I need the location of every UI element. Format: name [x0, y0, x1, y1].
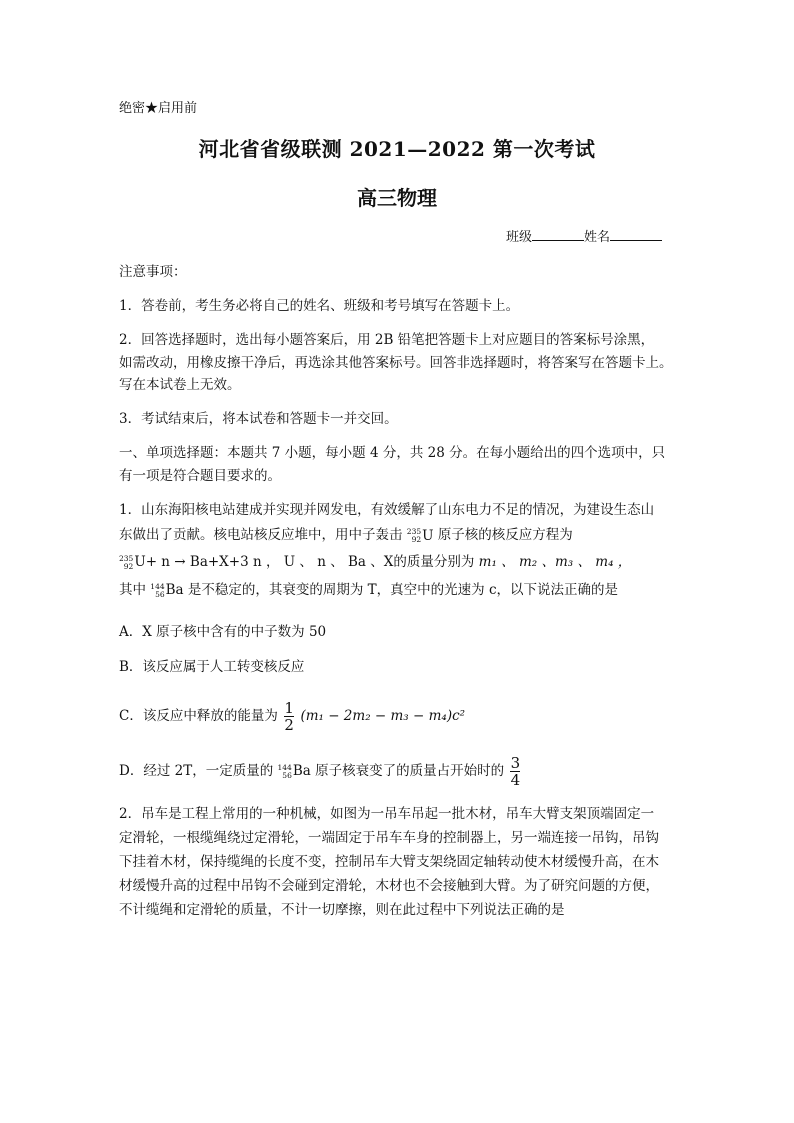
- q1-option-d[interactable]: D．经过 2T，一定质量的 144 56 Ba 原子核衰变了的质量占开始时的 $\frac{3}{4}$: [119, 754, 521, 789]
- q1-line-1: 1．山东海阳核电站建成并实现并网发电，有效缓解了山东电力不足的情况，为建设生态山: [119, 502, 655, 518]
- q1-option-a[interactable]: A．X 原子核中含有的中子数为 50: [119, 624, 327, 640]
- name-label: 姓名: [584, 230, 611, 245]
- notice-item-1: 1．答卷前，考生务必将自己的姓名、班级和考号填写在答题卡上。: [119, 298, 520, 314]
- q1-option-b[interactable]: B．该反应属于人工转变核反应: [119, 659, 305, 675]
- confidential-mark: 绝密★启用前: [119, 101, 198, 116]
- exam-title: 河北省省级联测 2021—2022 第一次考试: [198, 137, 596, 161]
- class-blank[interactable]: [532, 228, 584, 241]
- q2-line-2: 定滑轮，一根缆绳绕过定滑轮，一端固定于吊车车身的控制器上，另一端连接一吊钩，吊钩: [119, 830, 659, 846]
- class-label: 班级: [506, 230, 533, 245]
- class-name-fields: [506, 226, 662, 245]
- section-1-line-1: 一、单项选择题：本题共 7 小题，每小题 4 分，共 28 分。在每小题给出的四个选项中，只: [119, 445, 666, 461]
- q2-line-5: 不计缆绳和定滑轮的质量，不计一切摩擦，则在此过程中下列说法正确的是: [119, 902, 565, 918]
- notice-item-2-line-3: 写在本试卷上无效。: [119, 377, 241, 393]
- notice-item-2-line-2: 如需改动，用橡皮擦干净后，再选涂其他答案标号。回答非选择题时，将答案写在答题卡上。: [119, 355, 673, 371]
- q1-line-4: 其中 144 56 Ba 是不稳定的，其衰变的周期为 T，真空中的光速为 c，以下说法正确的是: [119, 581, 619, 599]
- equation-uranium: 235 92: [119, 553, 134, 571]
- name-blank[interactable]: [610, 228, 662, 241]
- notice-item-2-line-1: 2．回答选择题时，选出每小题答案后，用 2B 铅笔把答题卡上对应题目的答案标号涂黑，: [119, 332, 655, 348]
- q2-line-1: 2．吊车是工程上常用的一种机械，如图为一吊车吊起一批木材，吊车大臂支架顶端固定一: [119, 806, 655, 822]
- section-1-line-2: 有一项是符合题目要求的。: [119, 468, 281, 484]
- q1-line-2: 东做出了贡献。核电站核反应堆中，用中子轰击 235 92 U 原子核的核反应方程为: [119, 526, 573, 544]
- q2-line-4: 材缓慢升高的过程中吊钩不会碰到定滑轮，木材也不会接触到大臂。为了研究问题的方便，: [119, 878, 659, 894]
- fraction-one-half: $\frac{1}{2}$: [284, 699, 294, 734]
- barium-nuclide-d: 144 56: [277, 762, 292, 780]
- uranium-nuclide: 235 92 U: [406, 526, 434, 544]
- notice-heading: 注意事项：: [119, 264, 187, 280]
- q2-line-3: 下挂着木材，保持缆绳的长度不变，控制吊车大臂支架绕固定轴转动使木材缓慢升高，在木: [119, 854, 659, 870]
- q1-option-c[interactable]: C．该反应中释放的能量为 $\frac{1}{2}$ (m₁ − 2m₂ − m₃ − m₄)c²: [119, 699, 466, 734]
- subject-title: 高三物理: [357, 186, 437, 210]
- barium-nuclide: 144 56: [150, 581, 165, 599]
- notice-item-3: 3．考试结束后，将本试卷和答题卡一并交回。: [119, 411, 398, 427]
- fraction-three-quarters: $\frac{3}{4}$: [510, 754, 521, 789]
- q1-equation-line: 235 92 U+ n → Ba+X+3 n ， U 、 n 、 Ba 、X的质量分别为 m₁ 、 m₂ 、m₃ 、 m₄ ，: [119, 553, 632, 571]
